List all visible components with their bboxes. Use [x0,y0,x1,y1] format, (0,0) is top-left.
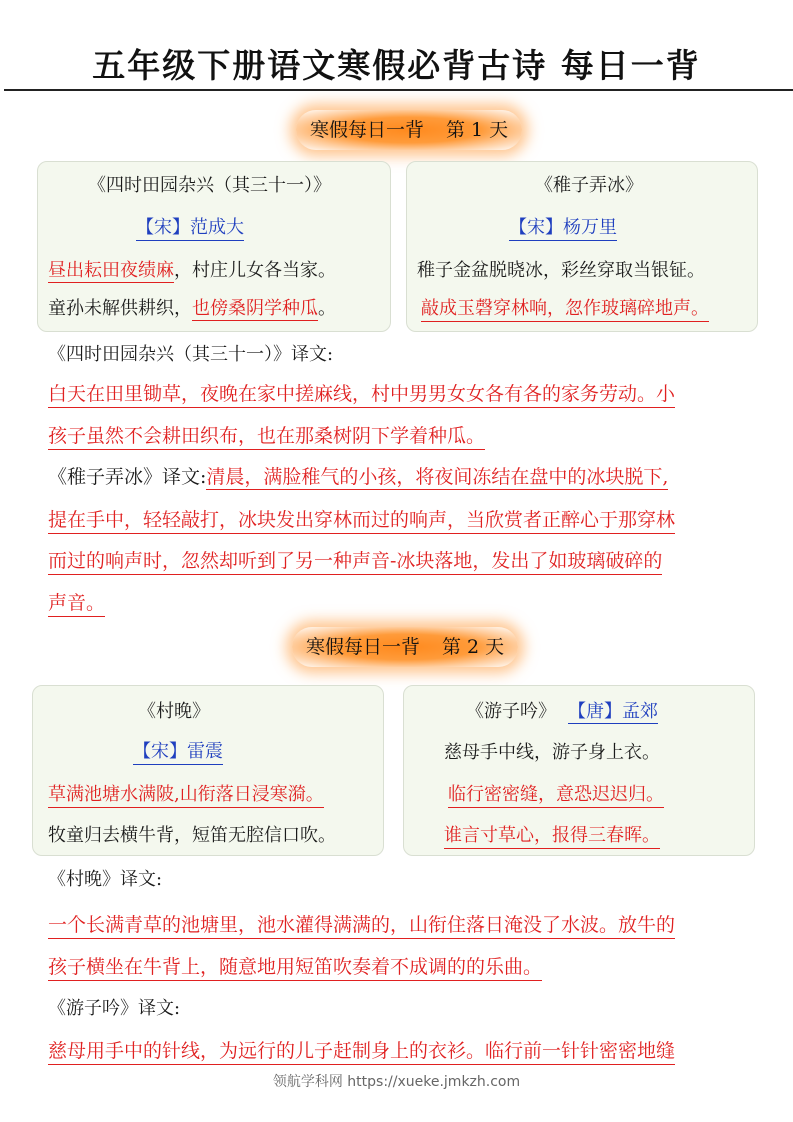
poem-line-highlight: 草满池塘水满陂,山衔落日浸寒漪。 [48,780,324,808]
poem-line [48,294,336,320]
poem-line-text: ，村庄儿女各当家。 [174,260,336,281]
translation-line: 清晨，满脸稚气的小孩，将夜间冻结在盘中的冰块脱下, [206,466,669,488]
poem-author: 【宋】雷震 [133,737,223,765]
poem-title: 《稚子弄冰》 [535,175,643,196]
poem-line-text: 童孙未解供耕织， [48,298,192,319]
day-2-number: 第 2 天 [442,636,505,658]
translation-line: 而过的响声时，忽然却听到了另一种声音-冰块落地，发出了如玻璃破碎的 [48,546,662,573]
day-2-badge [292,627,518,667]
poem-line [48,256,336,282]
poem-author: 【宋】范成大 [136,213,244,241]
day-1-badge [296,110,522,150]
translation-heading-inline [48,462,668,489]
translation-heading: 《村晚》译文: [48,869,163,890]
poem-line-highlight: 昼出耘田夜绩麻 [48,260,174,281]
translation-line: 白天在田里锄草，夜晚在家中搓麻线，村中男男女女各有各的家务劳动。小 [48,379,675,406]
poem-line-highlight: 临行密密缝，意恐迟迟归。 [448,780,664,808]
translation-line: 一个长满青草的池塘里，池水灌得满满的，山衔住落日淹没了水波。放牛的 [48,910,675,937]
poem-line-highlight: 谁言寸草心，报得三春晖。 [444,821,660,849]
day-1-label: 寒假每日一背 [310,119,425,141]
title-divider [4,89,793,91]
translation-line: 孩子横坐在牛背上，随意地用短笛吹奏着不成调的的乐曲。 [48,952,542,979]
translation-heading: 《稚子弄冰》译文: [48,466,207,488]
poem-author: 【唐】孟郊 [568,701,658,722]
poem-line-text: 。 [318,298,336,319]
translation-heading: 《四时田园杂兴（其三十一）》译文: [48,344,334,365]
poem-line-highlight: 也傍桑阴学种瓜 [192,298,318,319]
poem-title: 《村晚》 [138,701,210,722]
translation-line: 孩子虽然不会耕田织布，也在那桑树阴下学着种瓜。 [48,421,485,448]
poem-title: 《游子吟》 [466,701,556,722]
translation-heading: 《游子吟》译文: [48,998,181,1019]
poem-line: 牧童归去横牛背，短笛无腔信口吹。 [48,825,336,846]
day-1-number: 第 1 天 [446,119,509,141]
poem-line: 慈母手中线，游子身上衣。 [444,742,660,763]
translation-line: 声音。 [48,588,105,615]
day-2-label: 寒假每日一背 [306,636,421,658]
poem-line: 稚子金盆脱晓冰，彩丝穿取当银钲。 [417,260,705,281]
poem-line-highlight: 敲成玉磬穿林响，忽作玻璃碎地声。 [421,294,709,322]
page-title: 五年级下册语文寒假必背古诗 每日一背 [92,46,701,85]
translation-line: 慈母用手中的针线，为远行的儿子赶制身上的衣衫。临行前一针针密密地缝 [48,1036,675,1063]
poem-title: 《四时田园杂兴（其三十一）》 [88,175,331,196]
translation-line: 提在手中，轻轻敲打，冰块发出穿林而过的响声，当欣赏者正醉心于那穿林 [48,505,675,532]
poem-heading [466,697,658,723]
footer-source: 领航学科网 https://xueke.jmkzh.com [272,1074,521,1090]
poem-author: 【宋】杨万里 [509,213,617,241]
